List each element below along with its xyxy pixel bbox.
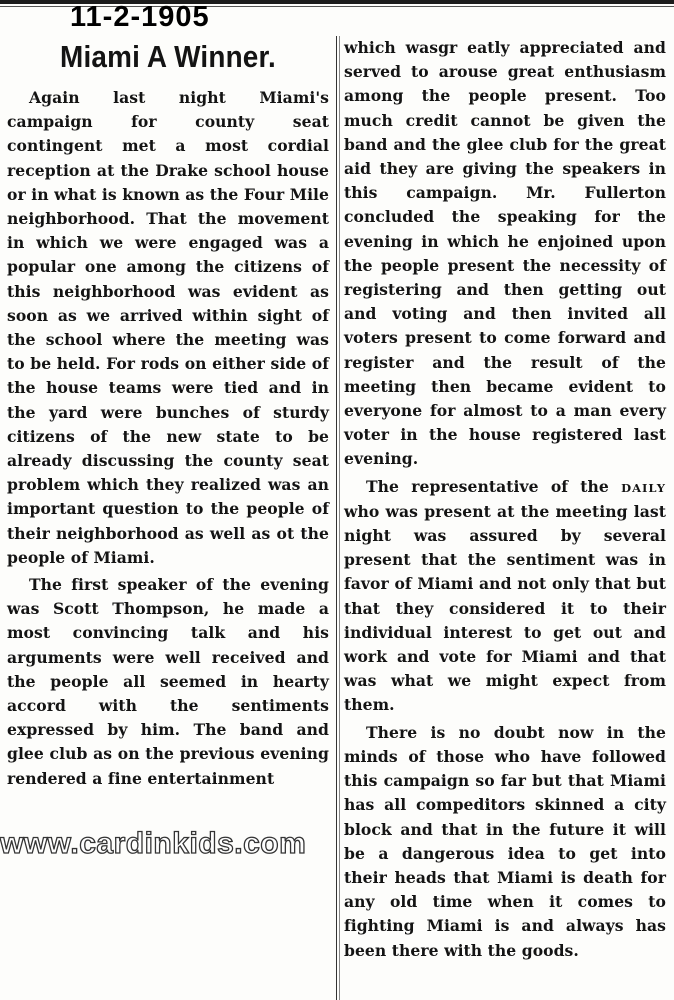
left-column <box>7 38 329 791</box>
column-divider-secondary <box>339 36 340 1000</box>
article-headline: Miami A Winner. <box>60 39 276 74</box>
daily-smallcaps: DAILY <box>621 480 666 495</box>
right-column <box>344 36 666 963</box>
column-divider <box>336 36 337 1000</box>
article-paragraph-2-continued: which wasgr eatly appreciated and served to arouse great enthusiasm among the people present. Too much credit cannot be given the band and the glee club for the great aid they are giving the speakers in this campaign. Mr. Fullerton concluded the speaking for the evening in which he enjoined upon the people present the necessity of registering and then getting out and voting and then invited all voters present to come forward and register and the result of the meeting then became evident to everyone for almost to a man every voter in the house registered last evening. <box>344 38 666 469</box>
date-stamp: 11-2-1905 <box>70 1 210 33</box>
website-watermark: www.cardinkids.com <box>0 827 307 860</box>
article-paragraph-1: Again last night Miami's campaign for county seat contingent met a most cordial reception at the Drake school house or in what is known as the Four Mile neighborhood. That the movement in which we were engaged was a popular one among the citizens of this neighborhood was evident as soon as we arrived within sight of the school where the meeting was to be held. For rods on either side of the house teams were tied and in the yard were bunches of sturdy citizens of the new state to be already discussing the county seat problem which they realized was an important question to the people of their neighborhood as well as ot the people of Miami. <box>7 88 329 567</box>
article-paragraph-2: The first speaker of the evening was Scott Thompson, he made a most convincing talk and his arguments were well received and the people all seemed in hearty accord with the sentiments expressed by him. The band and glee club as on the previous evening rendered a fine entertainment <box>7 575 329 788</box>
article-paragraph-4: There is no doubt now in the minds of those who have followed this campaign so far but that Miami has all compeditors skinned a city block and that in the future it will be a dangerous idea to get into their heads that Miami is death for any old time when it comes to fighting Miami is and always has been there with the goods. <box>344 722 666 960</box>
article-paragraph-3 <box>344 475 666 718</box>
paragraph-3-lead: The representative of the <box>366 476 622 496</box>
paragraph-3-rest: who was present at the meeting last night was assured by several present that the sentiment was in favor of Miami and not only that but that they considered it to their individual interest to get out and work and vote for Miami and that was what we might expect from them. <box>344 501 666 715</box>
